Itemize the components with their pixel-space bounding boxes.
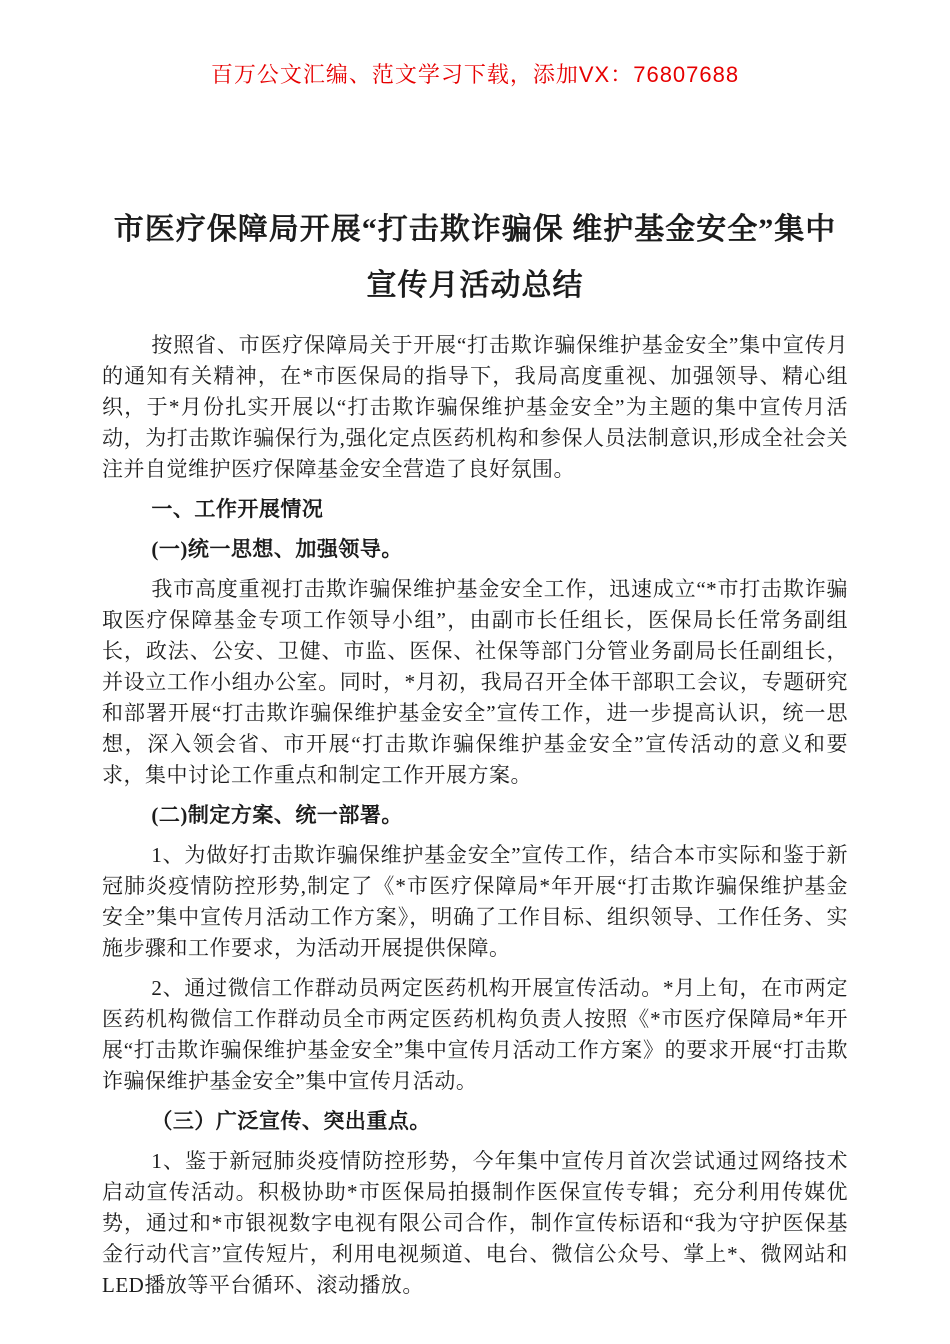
promo-notice-text: 百万公文汇编、范文学习下载，添加VX：76807688 [210,62,740,87]
paragraph-intro: 按照省、市医疗保障局关于开展“打击欺诈骗保维护基金安全”集中宣传月的通知有关精神，在*市医保局的指导下，我局高度重视、加强领导、精心组织，于*月份扎实开展以“打击欺诈骗保维护基金安全”为主题的集中宣传月活动，为打击欺诈骗保行为,强化定点医药机构和参保人员法制意识,形成全社会关注并自觉维护医疗保障基金安全营造了良好氛围。 [102,333,848,481]
paragraph-publicity-item-1: 1、鉴于新冠肺炎疫情防控形势，今年集中宣传月首次尝试通过网络技术启动宣传活动。积极协助*市医保局拍摄制作医保宣传专辑；充分利用传媒优势，通过和*市银视数字电视有限公司合作，制作宣传标语和“我为守护医保基金行动代言”宣传短片，利用电视频道、电台、微信公众号、掌上*、微网站和LED播放等平台循环、滚动播放。 [102,1149,848,1297]
paragraph-plan-item-1: 1、为做好打击欺诈骗保维护基金安全”宣传工作，结合本市实际和鉴于新冠肺炎疫情防控形势,制定了《*市医疗保障局*年开展“打击欺诈骗保维护基金安全”集中宣传月活动工作方案》，明确了工作目标、组织领导、工作任务、实施步骤和工作要求，为活动开展提供保障。 [102,843,848,960]
paragraph-unify-thought: 我市高度重视打击欺诈骗保维护基金安全工作，迅速成立“*市打击欺诈骗取医疗保障基金专项工作领导小组”，由副市长任组长，医保局长任常务副组长，政法、公安、卫健、市监、医保、社保等部门分管业务副局长任副组长，并设立工作小组办公室。同时，*月初，我局召开全体干部职工会议，专题研究和部署开展“打击欺诈骗保维护基金安全”宣传工作，进一步提高认识，统一思想，深入领会省、市开展“打击欺诈骗保维护基金安全”宣传活动的意义和要求，集中讨论工作重点和制定工作开展方案。 [102,577,848,787]
document-body [102,330,848,1301]
subsection-heading-1-3: （三）广泛宣传、突出重点。 [151,1109,431,1133]
subsection-heading-1-2: (二)制定方案、统一部署。 [151,803,403,827]
section-heading-1: 一、工作开展情况 [151,497,324,521]
paragraph-plan-item-2: 2、通过微信工作群动员两定医药机构开展宣传活动。*月上旬，在市两定医药机构微信工作群动员全市两定医药机构负责人按照《*市医疗保障局*年开展“打击欺诈骗保维护基金安全”集中宣传月活动工作方案》的要求开展“打击欺诈骗保维护基金安全”集中宣传月活动。 [102,976,848,1093]
document-title: 市医疗保障局开展“打击欺诈骗保 维护基金安全”集中宣传月活动总结 [113,213,837,302]
subsection-heading-1-1: (一)统一思想、加强领导。 [151,537,403,561]
